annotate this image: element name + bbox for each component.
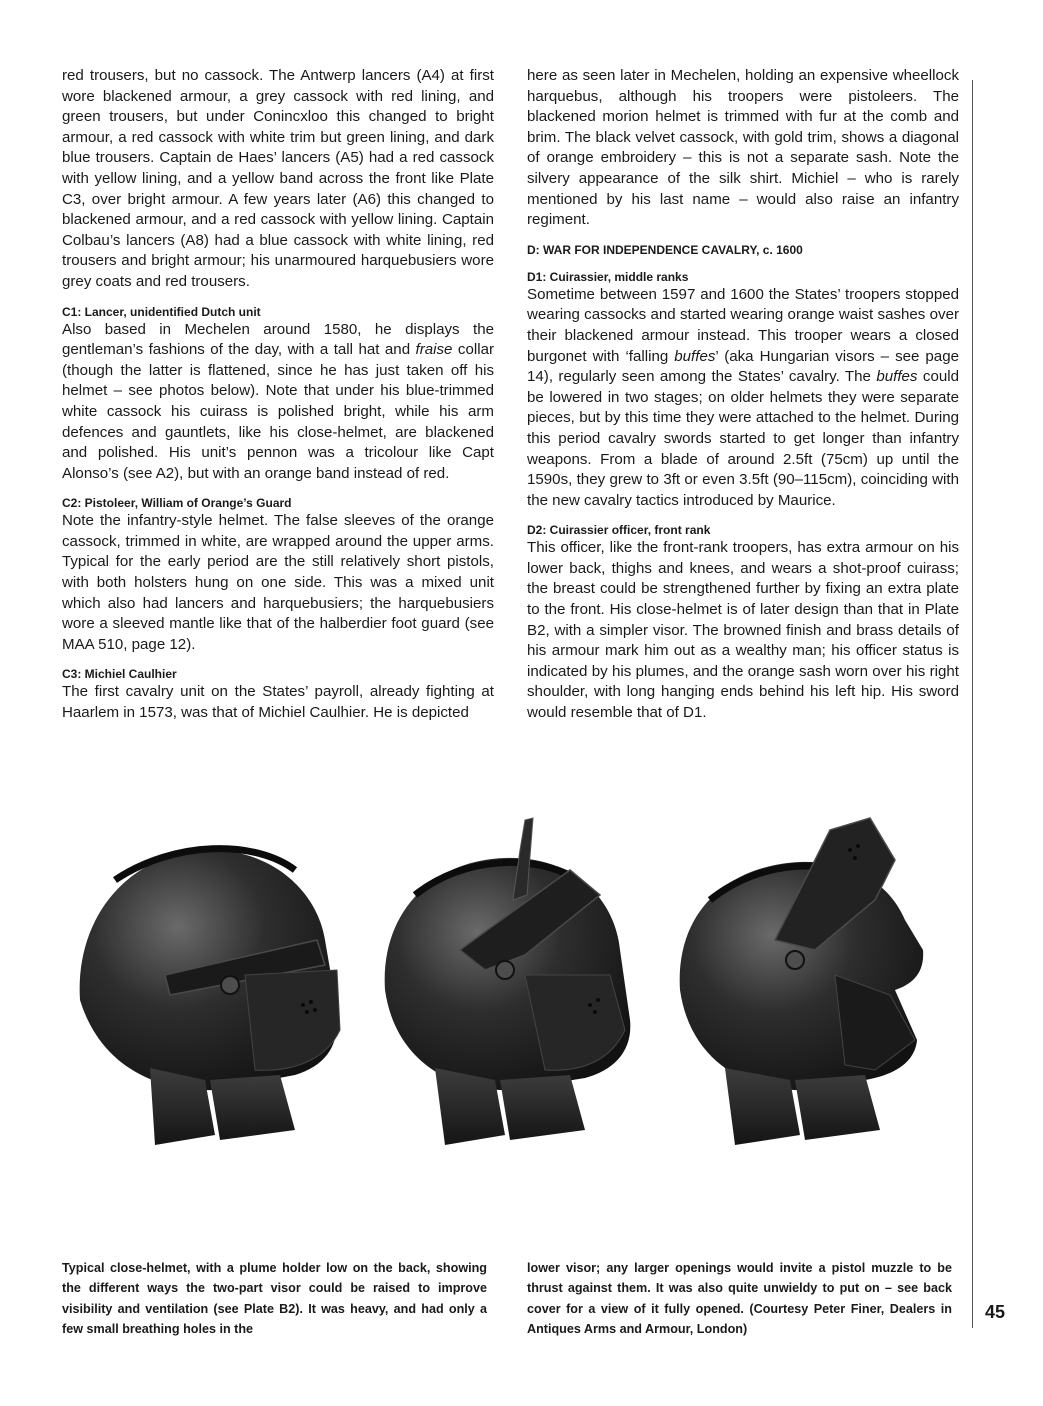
- section-heading-d1: D1: Cuirassier, middle ranks: [527, 269, 689, 284]
- helmet-visor-raised: [680, 818, 923, 1145]
- body-paragraph-d1: [527, 285, 959, 512]
- section-heading-c2: C2: Pistoleer, William of Orange’s Guard: [62, 496, 292, 511]
- text-run: Also based in Mechelen around 1580, he displays the gentleman’s fashions of the day, with a tall hat and: [62, 320, 494, 359]
- helmet-visor-closed: [80, 849, 340, 1145]
- helmet-photographs: [55, 800, 967, 1180]
- text-run: could be lowered in two stages; on older helmets they were separate pieces, but by this time they were attached to the helmet. During this period cavalry swords started to get longer than infantry weapons. From a blade of around 2.5ft (75cm) up until the 1590s, they grew to 3ft or even 3.5ft (90–115cm), coinciding with the new cavalry tactics introduced by Maurice.: [527, 368, 959, 509]
- photo-caption-right: lower visor; any larger openings would invite a pistol muzzle to be thrust against them. It was also quite unwieldy to put on – see back cover for a view of it fully opened. (Courtesy Peter Finer, Dealers in Antiques Arms and Armour, London): [527, 1260, 952, 1337]
- body-paragraph: red trousers, but no cassock. The Antwerp lancers (A4) at first wore blackened armour, a grey cassock with red lining, and green trousers, but under Conincxloo this changed to bright armour, a red cassock with white trim but green lining, and dark blue trousers. Captain de Haes’ lancers (A5) had a red cassock with yellow lining, and a yellow band across the front like Plate C3, over bright armour. A few years later (A6) this changed to blackened armour, and a red cassock with yellow lining. Captain Colbau’s lancers (A8) had a blue cassock with white lining, red trousers and bright armour; his unarmoured harquebusiers wore grey coats and red trousers.: [62, 67, 494, 290]
- section-heading-d2: D2: Cuirassier officer, front rank: [527, 523, 711, 538]
- section-heading-c1: C1: Lancer, unidentified Dutch unit: [62, 304, 261, 319]
- section-heading-d: D: WAR FOR INDEPENDENCE CAVALRY, c. 1600: [527, 242, 803, 257]
- body-paragraph-c3: The first cavalry unit on the States’ payroll, already fighting at Haarlem in 1573, was that of Michiel Caulhier. He is depicted: [62, 683, 494, 722]
- body-paragraph-c1: [62, 320, 494, 485]
- left-column: [62, 66, 494, 724]
- body-paragraph-c2: Note the infantry-style helmet. The false sleeves of the orange cassock, trimmed in white, are wrapped around the upper arms. Typical for the early period are the still relatively short pistols, with both holsters hung on one side. This was a mixed unit which also had lancers and harquebusiers; the harquebusiers wore a sleeved mantle like that of the halberdier foot guard (see MAA 510, page 12).: [62, 512, 494, 653]
- right-column: [527, 66, 959, 724]
- body-paragraph-d2: This officer, like the front-rank troopers, has extra armour on his lower back, thighs and knees, and wears a shot-proof cuirass; the breast could be strengthened further by fixing an extra plate to the front. His close-helmet is of later design than that in Plate B2, with a simpler visor. The browned finish and brass details of his armour mark him out as a wealthy man; his officer status is indicated by his plumes, and the orange sash worn over his right shoulder, with long hanging ends behind his left hip. His sword would resemble that of D1.: [527, 539, 959, 722]
- italic-term: fraise: [415, 341, 453, 359]
- body-paragraph: here as seen later in Mechelen, holding an expensive wheellock harquebus, although his troopers were pistoleers. The blackened morion helmet is trimmed with fur at the comb and brim. The black velvet cassock, with gold trim, shows a diagonal of orange embroidery – this is not a separate sash. Note the silvery appearance of the silk shirt. Michiel – who is rarely mentioned by his last name – would also raise an infantry regiment.: [527, 67, 959, 229]
- photo-caption-left: Typical close-helmet, with a plume holder low on the back, showing the different ways the two-part visor could be raised to improve visibility and ventilation (see Plate B2). It was heavy, and had only a few small breathing holes in the: [62, 1260, 487, 1337]
- italic-term: buffes: [674, 347, 716, 365]
- text-run: collar (though the latter is flattened, since he has just taken off his helmet – see photos below). Note that under his blue-trimmed white cassock his cuirass is polished bright, while his arm defences and gauntlets, like his close-helmet, are blackened and polished. His unit’s pennon was a tricolour like Capt Alonso’s (see A2), but with an orange band instead of red.: [62, 341, 494, 482]
- helmet-visor-half-raised: [385, 818, 631, 1145]
- vertical-rule: [972, 80, 973, 1328]
- italic-term: buffes: [876, 368, 918, 386]
- text-run: ’ (aka Hungarian visors – see page 14), regularly seen among the States’ cavalry. The: [527, 347, 959, 386]
- page-number: 45: [985, 1302, 1006, 1322]
- section-heading-c3: C3: Michiel Caulhier: [62, 667, 177, 682]
- text-run: Sometime between 1597 and 1600 the States’ troopers stopped wearing cassocks and started wearing orange waist sashes over their blackened armour instead. This trooper wears a closed burgonet with ‘falling: [527, 285, 959, 365]
